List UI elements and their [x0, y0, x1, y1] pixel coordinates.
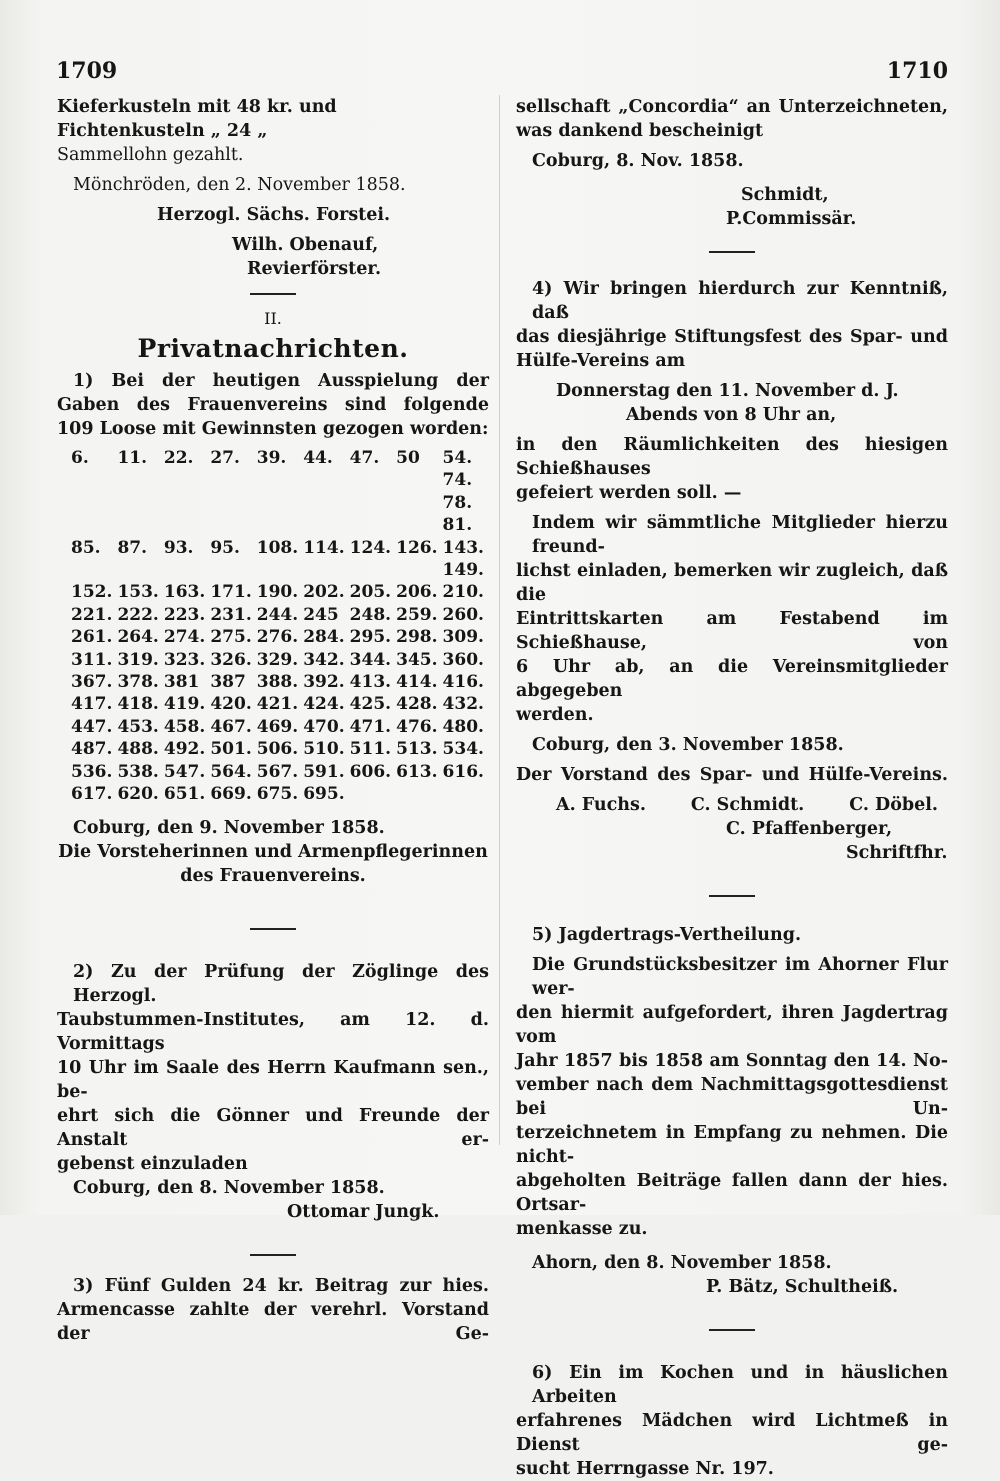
item-4-line: Indem wir sämmtliche Mitglieder hierzu freund-: [532, 513, 948, 557]
lottery-number: [443, 783, 489, 805]
lottery-number: 458.: [163, 716, 206, 737]
item-3-line: 3) Fünf Gulden 24 kr. Beitrag zur hies.: [73, 1275, 489, 1296]
item-1-line: 1) Bei der heutigen Ausspielung der: [73, 371, 489, 391]
lottery-number: 381: [163, 672, 200, 693]
lottery-number: 6.: [71, 448, 89, 468]
item-4-line: lichst einladen, bemerken wir zugleich, daß die: [516, 561, 948, 605]
lottery-number: 501.: [210, 739, 252, 760]
lottery-number: 591.: [303, 761, 345, 782]
item-4-festival: [516, 277, 948, 865]
lottery-number: 453.: [117, 716, 159, 737]
page-number-right: 1710: [886, 58, 948, 84]
item-3-line: was dankend bescheinigt: [516, 121, 764, 141]
lottery-number: 547.: [163, 761, 206, 782]
lottery-number: 261.: [71, 627, 113, 648]
item-3-signer: Schmidt,: [741, 185, 829, 205]
item-2-signer: Ottomar Jungk.: [287, 1201, 440, 1222]
lottery-number: 470.: [303, 716, 345, 737]
item-4-line: in den Räumlichkeiten des hiesigen Schießhauses: [516, 435, 948, 479]
item-4-board: Der Vorstand des Spar- und Hülfe-Vereins.: [516, 765, 948, 785]
lottery-number: 27.: [210, 448, 240, 468]
item-3-donation: [57, 1274, 489, 1346]
item-6-position-wanted: [516, 1361, 948, 1481]
item-1-place-date: Coburg, den 9. November 1858.: [73, 817, 385, 838]
item-4-line: das diesjährige Stiftungsfest des Spar- und: [516, 327, 948, 347]
lottery-number: 222.: [117, 604, 159, 625]
lottery-number: 264.: [117, 627, 159, 648]
lottery-number: 329.: [256, 649, 299, 670]
item-3-place-date: Coburg, 8. Nov. 1858.: [532, 151, 744, 171]
item-1-lottery: [57, 369, 489, 888]
lottery-number: 54. 74. 78. 81.: [442, 448, 473, 536]
lottery-number: 93.: [163, 537, 194, 558]
lottery-number: 231.: [210, 604, 252, 625]
lottery-number: 606.: [349, 761, 392, 782]
lottery-numbers-table: [57, 447, 489, 806]
item-1-line: 109 Loose mit Gewinnsten gezogen worden:: [57, 419, 489, 439]
item-1-signer: Die Vorsteherinnen und Armenpflegerinnen: [58, 841, 488, 862]
item-5-line: vember nach dem Nachmittagsgottesdienst bei Un-: [516, 1075, 948, 1119]
column-divider: [499, 95, 500, 1145]
lottery-number: 417.: [71, 694, 113, 715]
lottery-number: 419.: [163, 694, 206, 715]
item-5-line: Die Grundstücksbesitzer im Ahorner Flur wer-: [532, 955, 948, 999]
lottery-number: 421.: [256, 694, 299, 715]
item-4-line: Donnerstag den 11. November d. J.: [556, 381, 899, 401]
lottery-number: 319.: [117, 649, 159, 670]
lottery-number: 538.: [117, 761, 159, 782]
lottery-number: 492.: [163, 739, 206, 760]
forstei-line: Kieferkusteln mit 48 kr. und: [57, 97, 337, 117]
lottery-number: 274.: [163, 627, 206, 648]
lottery-number: 617.: [71, 784, 113, 805]
item-3-donation-continued: [516, 95, 948, 231]
lottery-number: 414.: [396, 672, 438, 693]
item-3-line: Armencasse zahlte der verehrl. Vorstand der Ge-: [57, 1299, 489, 1344]
section-number: II.: [264, 309, 282, 328]
lottery-number: 480.: [442, 716, 484, 737]
item-6-line: 6) Ein im Kochen und in häuslichen Arbeiten: [532, 1363, 948, 1407]
forstei-notice: [57, 95, 489, 281]
lottery-number: 469.: [256, 716, 299, 737]
lottery-number: 360.: [442, 649, 484, 670]
lottery-number: 259.: [396, 604, 438, 625]
board-member-name: A. Fuchs.: [556, 795, 646, 815]
lottery-number: 344.: [349, 649, 392, 670]
lottery-number: 471.: [349, 716, 392, 737]
lottery-number: 367.: [71, 672, 113, 693]
lottery-number: 675.: [256, 784, 299, 805]
lottery-number: 295.: [349, 627, 392, 648]
lottery-number: 206.: [396, 582, 438, 603]
lottery-number: 487.: [71, 739, 113, 760]
lottery-number: 416.: [442, 672, 484, 693]
item-5-place-date: Ahorn, den 8. November 1858.: [532, 1253, 832, 1273]
item-4-line: Abends von 8 Uhr an,: [626, 405, 837, 425]
item-3-signer-title: P.Commissär.: [726, 209, 857, 229]
lottery-number: 378.: [117, 672, 159, 693]
separator-dash: [709, 895, 755, 897]
lottery-number: 323.: [163, 649, 206, 670]
lottery-number: 695.: [303, 784, 345, 805]
item-4-line: werden.: [516, 705, 594, 725]
lottery-number: 87.: [117, 537, 148, 558]
lottery-number: 567.: [256, 761, 299, 782]
forstei-office: Herzogl. Sächs. Forstei.: [157, 205, 391, 225]
board-member-name: C. Döbel.: [849, 795, 938, 815]
lottery-number: 311.: [71, 649, 113, 670]
lottery-number: 202.: [303, 582, 345, 603]
lottery-number: 284.: [303, 627, 345, 648]
lottery-number: 298.: [396, 627, 438, 648]
item-4-line: Hülfe-Vereins am: [516, 351, 686, 371]
item-1-line: Gaben des Frauenvereins sind folgende: [57, 395, 489, 415]
lottery-number: 536.: [71, 761, 113, 782]
left-column: [57, 95, 489, 1346]
lottery-number: 11.: [117, 448, 148, 468]
item-4-secretary: C. Pfaffenberger,: [726, 819, 893, 839]
item-2-line: 2) Zu der Prüfung der Zöglinge des Herzogl.: [73, 961, 489, 1006]
forstei-place-date: Mönchröden, den 2. November 1858.: [73, 175, 406, 195]
item-5-line: terzeichnetem in Empfang zu nehmen. Die nicht-: [516, 1123, 948, 1167]
lottery-number: 506.: [256, 739, 299, 760]
separator-dash: [250, 293, 296, 295]
item-5-line: den hiermit aufgefordert, ihren Jagdertrag vom: [516, 1003, 948, 1047]
lottery-number: 669.: [210, 784, 252, 805]
lottery-number: 50: [396, 448, 420, 468]
lottery-number: 153.: [117, 582, 159, 603]
item-2-line: gebenst einzuladen: [57, 1153, 248, 1174]
lottery-number: 190.: [256, 582, 299, 603]
lottery-number: 108.: [256, 537, 299, 558]
lottery-number: 620.: [117, 784, 159, 805]
forstei-line: Fichtenkusteln „ 24 „: [57, 121, 268, 141]
lottery-number: 39.: [256, 448, 287, 468]
lottery-number: 44.: [303, 448, 333, 468]
lottery-number: 387: [210, 672, 246, 693]
item-5-line: Jahr 1857 bis 1858 am Sonntag den 14. No-: [516, 1051, 948, 1071]
lottery-number: 244.: [256, 604, 299, 625]
item-1-signer: des Frauenvereins.: [180, 865, 366, 886]
item-4-line: 6 Uhr ab, an die Vereinsmitglieder abgegeben: [516, 657, 948, 701]
lottery-number: 22.: [163, 448, 194, 468]
lottery-number: 513.: [396, 739, 438, 760]
lottery-number: 392.: [303, 672, 345, 693]
lottery-number: 326.: [210, 649, 252, 670]
lottery-number: 163.: [163, 582, 206, 603]
lottery-number: 223.: [163, 604, 206, 625]
forstei-signer-title: Revierförster.: [247, 259, 382, 279]
lottery-number: 420.: [210, 694, 252, 715]
lottery-number: 651.: [163, 784, 206, 805]
item-2-line: Taubstummen-Institutes, am 12. d. Vormittags: [57, 1009, 489, 1054]
lottery-number: 47.: [349, 448, 380, 468]
lottery-number: 476.: [396, 716, 438, 737]
item-2-line: 10 Uhr im Saale des Herrn Kaufmann sen., be-: [57, 1057, 489, 1102]
item-5-signer: P. Bätz, Schultheiß.: [706, 1277, 899, 1297]
item-6-line: erfahrenes Mädchen wird Lichtmeß in Dienst ge-: [516, 1411, 948, 1455]
separator-dash: [709, 251, 755, 253]
lottery-number: 413.: [349, 672, 392, 693]
lottery-number: 488.: [117, 739, 159, 760]
lottery-number: 428.: [396, 694, 438, 715]
lottery-number: 95.: [210, 537, 240, 558]
lottery-number: [350, 783, 396, 805]
lottery-number: 342.: [303, 649, 345, 670]
lottery-number: 210.: [442, 582, 484, 603]
lottery-number: 221.: [71, 604, 113, 625]
lottery-number: 245: [303, 604, 339, 625]
item-2-examination: [57, 960, 489, 1224]
lottery-number: 143. 149.: [442, 537, 484, 581]
item-2-place-date: Coburg, den 8. November 1858.: [73, 1177, 385, 1198]
right-column: [516, 95, 948, 1481]
lottery-number: 85.: [71, 537, 101, 558]
lottery-number: 510.: [303, 739, 345, 760]
lottery-number: 613.: [396, 761, 438, 782]
lottery-number: 616.: [442, 761, 484, 782]
lottery-number: 124.: [349, 537, 392, 558]
lottery-number: 564.: [210, 761, 252, 782]
lottery-number: [396, 783, 442, 805]
lottery-number: 276.: [256, 627, 299, 648]
item-3-line: sellschaft „Concordia“ an Unterzeichneten,: [516, 97, 948, 117]
lottery-number: 114.: [303, 537, 345, 558]
item-4-line: gefeiert werden soll. —: [516, 483, 742, 503]
lottery-number: 388.: [256, 672, 299, 693]
section-title: Privatnachrichten.: [137, 334, 409, 363]
lottery-number: 447.: [71, 716, 113, 737]
item-4-line: 4) Wir bringen hierdurch zur Kenntniß, daß: [532, 279, 948, 323]
item-5-heading: 5) Jagdertrags-Vertheilung.: [532, 925, 802, 945]
lottery-number: 126.: [396, 537, 438, 558]
lottery-number: 260.: [442, 604, 484, 625]
item-5-line: abgeholten Beiträge fallen dann der hies. Ortsar-: [516, 1171, 948, 1215]
item-5-hunting-yield: [516, 923, 948, 1299]
item-6-line: sucht Herrngasse Nr. 197.: [516, 1459, 774, 1479]
forstei-signer: Wilh. Obenauf,: [232, 235, 379, 255]
item-5-line: menkasse zu.: [516, 1219, 648, 1239]
lottery-number: 248.: [349, 604, 392, 625]
lottery-number: 467.: [210, 716, 252, 737]
page-number-left: 1709: [56, 58, 118, 84]
separator-dash: [250, 928, 296, 930]
board-member-name: C. Schmidt.: [690, 795, 805, 815]
separator-dash: [709, 1329, 755, 1331]
lottery-number: 309.: [442, 627, 484, 648]
separator-dash: [250, 1254, 296, 1256]
lottery-number: 345.: [396, 649, 438, 670]
forstei-line: Sammellohn gezahlt.: [57, 145, 244, 165]
lottery-number: 275.: [210, 627, 252, 648]
item-2-line: ehrt sich die Gönner und Freunde der Anstalt er-: [57, 1105, 489, 1150]
lottery-number: 425.: [349, 694, 392, 715]
lottery-number: 205.: [349, 582, 392, 603]
item-4-board-members: [516, 793, 948, 817]
item-4-secretary-title: Schriftfhr.: [846, 843, 948, 863]
lottery-number: 432.: [442, 694, 484, 715]
lottery-number: 171.: [210, 582, 252, 603]
item-4-line: Eintrittskarten am Festabend im Schießhause, von: [516, 609, 948, 653]
lottery-number: 534.: [442, 739, 484, 760]
item-4-place-date: Coburg, den 3. November 1858.: [532, 735, 844, 755]
lottery-number: 424.: [303, 694, 345, 715]
lottery-number: 511.: [349, 739, 392, 760]
lottery-number: 418.: [117, 694, 159, 715]
lottery-number: 152.: [71, 582, 113, 603]
